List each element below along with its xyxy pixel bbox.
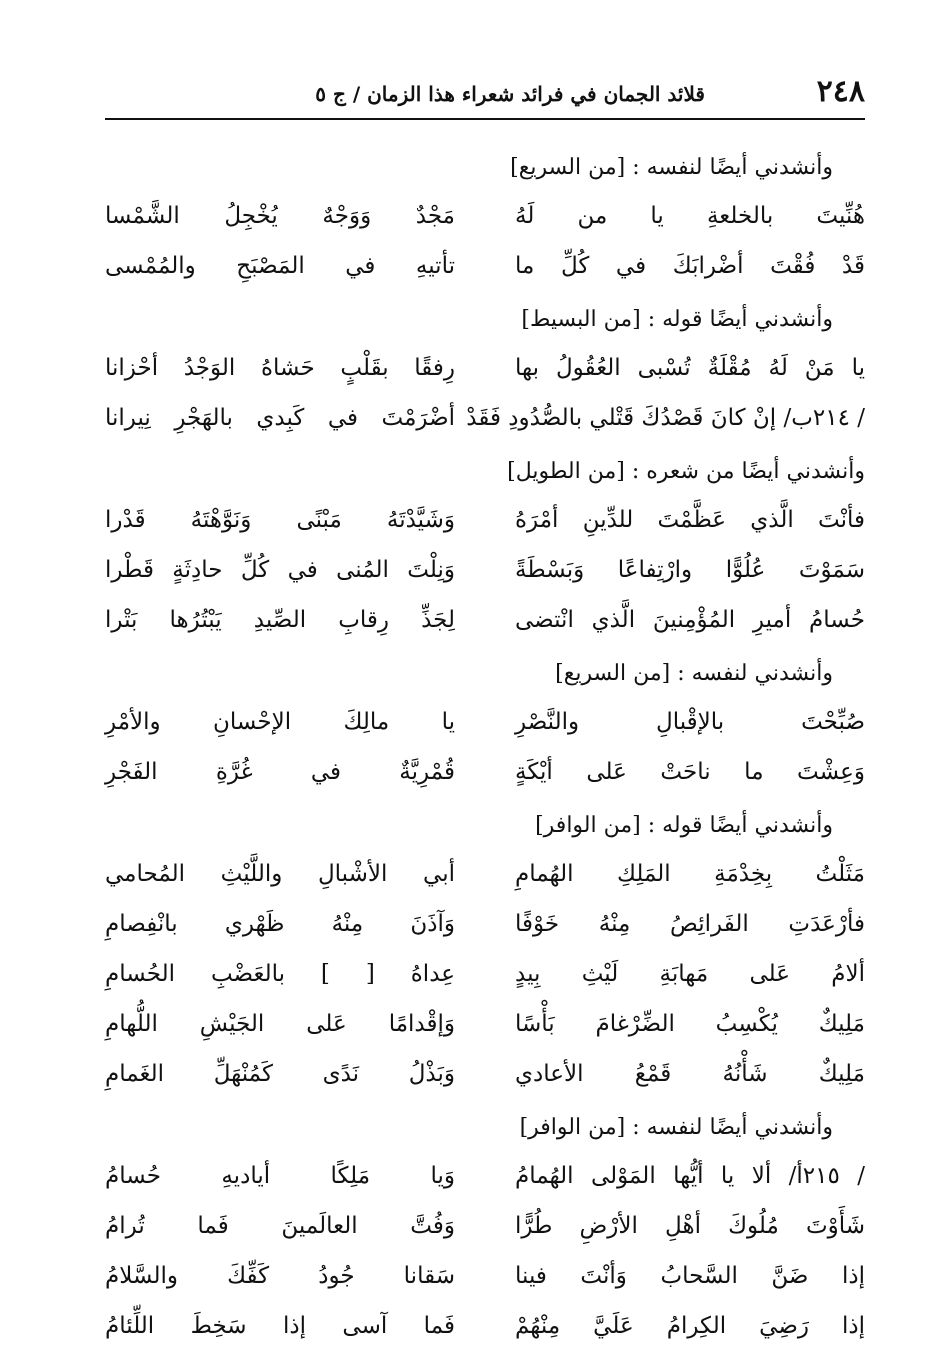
verse-line: [105, 595, 865, 645]
second-hemistich: وَشَيَّدْتَهُ مَبْنًى وَنَوَّهْتَهُ قَدْرا: [105, 507, 455, 533]
first-hemistich: وَعِشْتَ ما ناحَتْ عَلى أيْكَةٍ: [515, 759, 865, 785]
second-hemistich: أبي الأشْبالِ واللَّيْثِ المُحامي: [105, 861, 455, 887]
second-hemistich: سَقانا جُودُ كَفِّكَ والسَّلامُ: [105, 1263, 455, 1289]
first-hemistich: فأرْعَدَتِ الفَرائِصُ مِنْهُ خَوْفًا: [515, 911, 865, 937]
poem-intro: وأنشدني لنفسه : [من السريع]: [555, 661, 833, 686]
second-hemistich: قُمْرِيَّةٌ في غُرَّةِ الفَجْرِ: [105, 759, 455, 785]
page-number: ٢٤٨: [816, 74, 865, 109]
poem-intro: وأنشدني أيضًا قوله : [من البسيط]: [521, 307, 833, 332]
second-hemistich: وَيا مَلِكًا أياديهِ حُسامُ: [105, 1163, 455, 1189]
poem-intro: وأنشدني أيضًا لنفسه : [من السريع]: [510, 155, 833, 180]
verse-line: [105, 191, 865, 241]
verse-line: [105, 343, 865, 393]
second-hemistich: وَنِلْتَ المُنى في كُلِّ حادِثَةٍ قَطْرا: [105, 557, 455, 583]
poem-intro: وأنشدني أيضًا من شعره : [من الطويل]: [507, 459, 865, 484]
poem-intro: وأنشدني أيضًا لنفسه : [من الوافر]: [519, 1115, 833, 1140]
verse-line: [105, 899, 865, 949]
first-hemistich: / ٢١٤ب/ إنْ كانَ قَصْدُكَ قَتْلي بالصُّدُودِ فَقَدْ: [466, 405, 865, 431]
second-hemistich: لِجَذِّ رِقابِ الصِّيدِ يَبْتُرُها بَتْرا: [105, 607, 455, 633]
second-hemistich: رِفقًا بقَلْبٍ حَشاهُ الوَجْدُ أحْزانا: [105, 355, 455, 381]
first-hemistich: مَلِيكٌ شَأْنُهُ قَمْعُ الأعادي: [515, 1061, 865, 1087]
verse-line: [105, 1151, 865, 1201]
first-hemistich: حُسامُ أميرِ المُؤْمِنينَ الَّذي انْتضى: [515, 607, 865, 633]
first-hemistich: سَمَوْتَ عُلُوًّا وارْتِفاعًا وَبَسْطَةً: [515, 557, 865, 583]
first-hemistich: فأنْتَ الَّذي عَظَّمْتَ للدِّينِ أمْرَهُ: [515, 507, 865, 533]
first-hemistich: إذا ضَنَّ السَّحابُ وَأنْتَ فينا: [515, 1263, 865, 1289]
first-hemistich: ألامُ عَلى مَهابَةِ لَيْثِ بِيدٍ: [515, 961, 865, 987]
verse-line: [105, 999, 865, 1049]
verse-line: [105, 849, 865, 899]
second-hemistich: وَإقْدامًا عَلى الجَيْشِ اللُّهامِ: [105, 1011, 455, 1037]
page-body: [105, 145, 865, 1339]
poem-intro: وأنشدني أيضًا قوله : [من الوافر]: [535, 813, 833, 838]
first-hemistich: مَثَلْتُ بِخِدْمَةِ المَلِكِ الهُمامِ: [515, 861, 865, 887]
first-hemistich: صُبِّحْتَ بالإقْبالِ والنَّصْرِ: [515, 709, 865, 735]
second-hemistich: تأتيهِ في المَصْبَحِ والمُمْسى: [105, 253, 455, 279]
first-hemistich: شَأَوْتَ مُلُوكَ أهْلِ الأرْضِ طُرًّا: [515, 1213, 865, 1239]
header-rule: [105, 118, 865, 120]
verse-line: [105, 1251, 865, 1301]
first-hemistich: مَلِيكٌ يُكْسِبُ الضِّرْغامَ بَأْسًا: [515, 1011, 865, 1037]
verse-line: [105, 495, 865, 545]
first-hemistich: / ٢١٥أ/ ألا يا أيُّها المَوْلى الهُمامُ: [515, 1163, 865, 1189]
verse-line: [105, 747, 865, 797]
verse-line: [105, 393, 865, 443]
second-hemistich: وَبَذْلُ نَدًى كَمُنْهَلِّ الغَمامِ: [105, 1061, 455, 1087]
second-hemistich: يا مالِكَ الإحْسانِ والأمْرِ: [105, 709, 455, 735]
second-hemistich: وَآذَنَ مِنْهُ ظَهْري بانْفِصامِ: [105, 911, 455, 937]
verse-line: [105, 545, 865, 595]
first-hemistich: إذا رَضِيَ الكِرامُ عَلَيَّ مِنْهُمْ: [515, 1313, 865, 1339]
verse-line: [105, 949, 865, 999]
verse-line: [105, 1301, 865, 1351]
first-hemistich: قَدْ فُقْتَ أضْرابَكَ في كُلِّ ما: [515, 253, 865, 279]
first-hemistich: هُنِّيتَ بالخلعةِ يا من لَهُ: [515, 203, 865, 229]
second-hemistich: فَما آسى إذا سَخِطَ اللِّئامُ: [105, 1313, 455, 1339]
first-hemistich: يا مَنْ لَهُ مُقْلَةٌ تُسْبى العُقُولُ بها: [515, 355, 865, 381]
verse-line: [105, 1049, 865, 1099]
second-hemistich: عِداهُ [ ] بالعَضْبِ الحُسامِ: [105, 961, 455, 987]
second-hemistich: أضْرَمْتَ في كَبِدي بالهَجْرِ نِيرانا: [105, 405, 455, 431]
verse-line: [105, 1201, 865, 1251]
second-hemistich: وَفُتَّ العالَمينَ فَما تُرامُ: [105, 1213, 455, 1239]
running-title: قلائد الجمان في فرائد شعراء هذا الزمان / ج ٥: [315, 82, 705, 106]
second-hemistich: مَجْدٌ وَوَجْهٌ يُخْجِلُ الشَّمْسا: [105, 203, 455, 229]
verse-line: [105, 241, 865, 291]
page-header: [105, 70, 865, 118]
verse-line: [105, 697, 865, 747]
